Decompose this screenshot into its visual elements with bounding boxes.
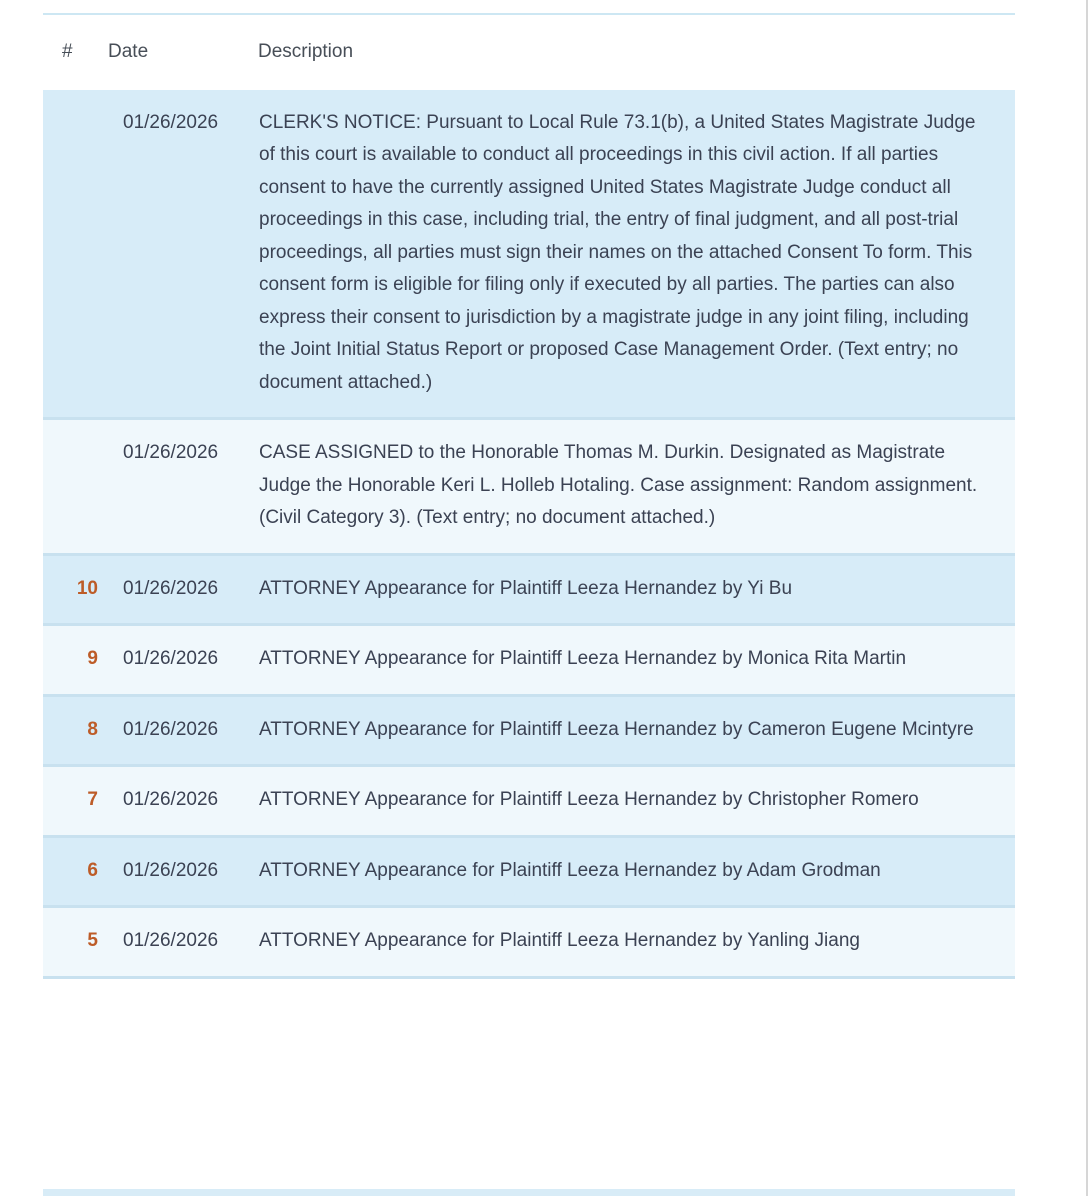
entry-description: ATTORNEY Appearance for Plaintiff Leeza Hernandez by Cameron Eugene Mcintyre (259, 718, 974, 740)
entry-number-cell (43, 419, 108, 555)
entry-description: ATTORNEY Appearance for Plaintiff Leeza Hernandez by Yi Bu (259, 577, 793, 599)
column-header-number: # (43, 15, 108, 90)
entry-number-link[interactable]: 7 (87, 789, 98, 810)
entry-date: 01/26/2026 (123, 648, 219, 669)
entry-number-link[interactable]: 9 (87, 648, 98, 669)
docket-entry-row (43, 625, 1015, 696)
entry-date: 01/26/2026 (123, 577, 219, 599)
entry-number-cell (43, 90, 108, 419)
docket-entry-row (43, 907, 1015, 978)
docket-entries-table (43, 15, 1015, 979)
entry-number-link[interactable]: 5 (87, 930, 98, 951)
entry-date: 01/26/2026 (123, 718, 219, 740)
window-edge-border (1086, 0, 1088, 1196)
entry-number-link[interactable]: 8 (87, 718, 98, 740)
entry-description: ATTORNEY Appearance for Plaintiff Leeza Hernandez by Monica Rita Martin (259, 648, 907, 669)
entry-description: CLERK'S NOTICE: Pursuant to Local Rule 73.1(b), a United States Magistrate Judge of this court is available to conduct all proceedings in this civil action. If all parties consent to have the currently assigned United States Magistrate Judge conduct all proceedings in this case, including trial, the entry of final judgment, and all post-trial proceedings, all parties must sign their names on the attached Consent To form. This consent form is eligible for filing only if executed by all parties. The parties can also express their consent to jurisdiction by a magistrate judge in any joint filing, including the Joint Initial Status Report or proposed Case Management Order. (Text entry; no document attached.) (259, 111, 976, 393)
table-header-row (43, 15, 1015, 90)
entry-date: 01/26/2026 (123, 111, 219, 133)
entry-date: 01/26/2026 (123, 930, 219, 951)
entry-number-link[interactable]: 6 (87, 859, 98, 881)
entry-number-link[interactable]: 10 (76, 577, 98, 599)
entry-date: 01/26/2026 (123, 789, 219, 810)
entry-description: ATTORNEY Appearance for Plaintiff Leeza Hernandez by Christopher Romero (259, 789, 919, 810)
docket-entries-panel (43, 13, 1015, 979)
entry-description: ATTORNEY Appearance for Plaintiff Leeza Hernandez by Adam Grodman (259, 859, 881, 881)
entry-date: 01/26/2026 (123, 859, 219, 881)
docket-entry-row (43, 695, 1015, 766)
docket-entry-row (43, 554, 1015, 625)
column-header-description: Description (258, 15, 1015, 90)
docket-entry-row (43, 836, 1015, 907)
entry-description: ATTORNEY Appearance for Plaintiff Leeza Hernandez by Yanling Jiang (259, 930, 860, 951)
entry-description: CASE ASSIGNED to the Honorable Thomas M. Durkin. Designated as Magistrate Judge the Honorable Keri L. Holleb Hotaling. Case assignment: Random assignment. (Civil Category 3). (Text entry; no document attached.) (259, 442, 978, 528)
entry-date: 01/26/2026 (123, 442, 219, 463)
partial-next-row (43, 1189, 1015, 1196)
column-header-date: Date (108, 15, 258, 90)
docket-entry-row (43, 90, 1015, 419)
docket-entry-row (43, 766, 1015, 837)
docket-entry-row (43, 419, 1015, 555)
